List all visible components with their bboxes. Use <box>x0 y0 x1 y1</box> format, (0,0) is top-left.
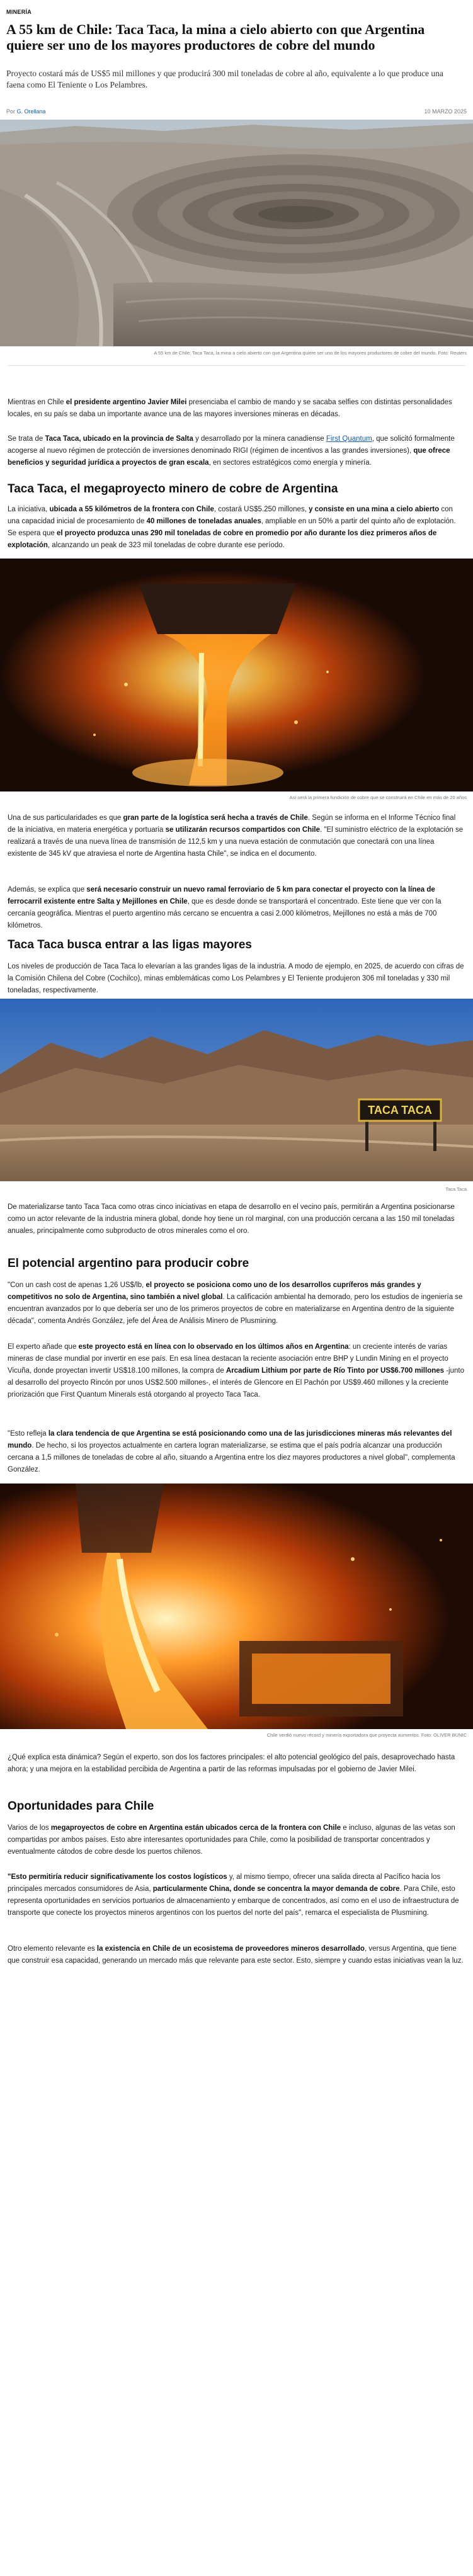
text-run: : un creciente interés de varias mineras de clase mundial por invertir en ese país. En esa línea destacan la reciente asociación entre BHP y Lundin Mining en el proyecto Vicuña, donde proyectan invertir US$18.100 millones, la compra de <box>8 1343 448 1375</box>
paragraph <box>8 1428 464 1476</box>
paragraph <box>8 504 464 552</box>
bold-text: y consiste en una mina a cielo abierto <box>309 506 440 513</box>
text-run: , en sectores estratégicos como energía y minería. <box>208 459 372 467</box>
text-run: El experto añade que <box>8 1343 79 1351</box>
bold-text: gran parte de la logística será hecha a través de Chile <box>123 814 308 822</box>
inline-link[interactable]: First Quantum <box>326 435 372 443</box>
bold-text: el proyecto produzca unas 290 mil toneladas de cobre en promedio por año durante los diez primeros años de explotación <box>8 530 437 549</box>
bold-text: particularmente China, donde se concentra la mayor demanda de cobre <box>152 1885 400 1893</box>
bold-text: Arcadium Lithium por parte de Río Tinto por US$6.700 millones <box>225 1367 445 1375</box>
bold-text: megaproyectos de cobre en Argentina están ubicados cerca de la frontera con Chile <box>50 1824 341 1832</box>
text-run: Los niveles de producción de Taca Taca lo elevarían a las grandes ligas de la industria. A modo de ejemplo, en 2025, de acuerdo con cifras de la Comisión Chilena del Cobre (Cochilco), minas emblemáticas como Los Pelambres y El Teniente produjeron 306 mil toneladas y 330 mil toneladas, respectivamente. <box>8 963 464 994</box>
text-run: . "El suministro eléctrico de la explotación se realizará a través de una nueva línea de transmisión de 112,5 km y una nueva estación de conmutación que conectará con una línea existente de 345 kV que atraviesa el norte de Argentina hasta Chile", se indica en el documento. <box>8 826 464 858</box>
bold-text: el proyecto se posiciona como uno de los desarrollos cupríferos más grandes y competitivos no solo de Argentina, sino también a nivel global <box>8 1281 421 1301</box>
open-pit-mine-illustration <box>0 120 473 346</box>
paragraph-text <box>8 961 464 997</box>
figure-caption: Chile verdió nuevo récord y minería exportadora que proyecta aumentos. Foto: OLIVER BUNIC <box>266 1732 467 1738</box>
text-run: . De hecho, si los proyectos actualmente en cartera logran materializarse, se estima que el país podría alcanzar una producción cercana a 1,5 millones de toneladas de cobre al año, situando a Argentina entre los diez mayores productores a nivel global", complementa González. <box>8 1442 455 1473</box>
section-heading: Oportunidades para Chile <box>8 1800 154 1813</box>
text-run: presenciaba el cambio de mando y se sacaba selfies con distintas personalidades locales, en su país se daba un importante avance una de las mayores inversiones mineras en décadas. <box>8 399 452 418</box>
text-run: , que es desde donde se transportará el concentrado. Este tiene que ver con la cercanía geográfica. Mientras el puerto argentino más cercano se encuentra a casi 2.000 kilómetros, Mejillones no está a más de 700 kilómetros. <box>8 898 442 929</box>
text-run: . Para Chile, esto representa oportunidades en servicios portuarios de almacenamiento y embarque de concentrados, así como en el uso de infraestructura de transporte que conecte los proyectos mineros argentinos con los puertos del norte del país", remarca el especialista de Plusmining. <box>8 1885 459 1917</box>
smelter-image <box>0 559 473 792</box>
text-run: y desarrollado por la minera canadiense <box>193 435 326 443</box>
paragraph-text <box>8 1871 464 1919</box>
bold-text: la existencia en Chile de un ecosistema de proveedores mineros desarrollado <box>96 1945 365 1953</box>
paragraph <box>8 1943 464 1967</box>
article-title: A 55 km de Chile: Taca Taca, la mina a cielo abierto con que Argentina quiere ser uno de los mayores productores de cobre del mundo <box>6 21 425 53</box>
byline <box>6 108 46 115</box>
paragraph <box>8 397 464 421</box>
text-run: Además, se explica que <box>8 886 87 894</box>
bold-text: megaproyecto minero de cobre de Argentina <box>83 482 338 496</box>
bold-text: "Esto permitiría reducir significativamente los costos logísticos <box>8 1873 227 1881</box>
bold-text: que ofrece beneficios y seguridad jurídica a proyectos de gran escala <box>8 447 450 467</box>
paragraph <box>8 1822 464 1858</box>
text-run: Se trata de <box>8 435 45 443</box>
text-run: . La calificación ambiental ha demorado, pero los estudios de ingeniería se encuentran avanzados por lo que debería ser uno de los primeros proyectos de cobre en materializarse en Argentina dentro de la siguiente década", comenta Andrés González, jefe del Área de Análisis Minero de Plusmining. <box>8 1293 463 1325</box>
text-run: Una de sus particularidades es que <box>8 814 123 822</box>
text-run: "Con un cash cost de apenas 1,26 US$/lb, <box>8 1281 146 1289</box>
paragraph-text <box>8 504 464 552</box>
publish-date: 10 MARZO 2025 <box>424 108 467 115</box>
paragraph <box>8 1752 464 1776</box>
text-run: "Esto refleja <box>8 1430 48 1438</box>
section-tag[interactable]: MINERÍA <box>6 9 32 15</box>
text-run: La iniciativa, <box>8 506 50 513</box>
paragraph <box>8 1201 464 1237</box>
author-link[interactable]: G. Orellana <box>16 108 46 115</box>
paragraph-text <box>8 1822 464 1858</box>
divider <box>8 365 465 366</box>
sign-text: TACA TACA <box>368 1104 432 1116</box>
paragraph-text <box>8 812 464 860</box>
bold-text: 40 millones de toneladas anuales <box>146 518 261 525</box>
text-run: De materializarse tanto Taca Taca como otras cinco iniciativas en etapa de desarrollo en el vecino país, permitirán a Argentina posicionarse como un actor relevante de la industria minera global, donde hoy tiene un rol marginal, con una producción cercana a las 150 mil toneladas anuales, principalmente como subproducto de otros minerales como el oro. <box>8 1203 455 1235</box>
bold-text: este proyecto está en línea con lo observado en los últimos años en Argentina <box>78 1343 349 1351</box>
paragraph-text <box>8 397 464 421</box>
text-run: Varios de los <box>8 1824 51 1832</box>
paragraph-text <box>8 1201 464 1237</box>
paragraph-text <box>8 1428 464 1476</box>
paragraph <box>8 433 464 469</box>
molten-copper-illustration <box>0 559 473 792</box>
paragraph <box>8 1871 464 1919</box>
desert-landscape-illustration <box>0 999 473 1181</box>
text-run: Mientras en Chile <box>8 399 66 406</box>
bold-text: el presidente argentino Javier Milei <box>66 399 187 406</box>
bold-text: la clara tendencia de que Argentina se está posicionando como una de las jurisdicciones mineras más relevantes del mundo <box>8 1430 452 1450</box>
molten-copper-image <box>0 1484 473 1729</box>
section-heading: Taca Taca busca entrar a las ligas mayores <box>8 938 252 951</box>
text-run: e incluso, algunas de las vetas son compartidas por ambos países. Esto abre interesantes oportunidades para Chile, como la posibilidad de transportar concentrados y eventualmente cátodos de cobre desde los puertos chilenos. <box>8 1824 455 1856</box>
paragraph-text <box>8 1279 464 1327</box>
article-meta <box>6 108 467 115</box>
paragraph <box>8 961 464 997</box>
text-run: y, al mismo tiempo, ofrecer una salida directa al Pacífico hacia los principales mercados consumidores de Asia, <box>8 1873 441 1893</box>
paragraph-text <box>8 1341 464 1401</box>
paragraph-text <box>8 1752 464 1776</box>
paragraph <box>8 1341 464 1401</box>
section-heading: El potencial argentino para producir cobre <box>8 1257 249 1270</box>
text-run: Taca Taca, el <box>8 482 84 496</box>
paragraph <box>8 884 464 932</box>
paragraph <box>8 1279 464 1327</box>
bold-text: se utilizarán recursos compartidos con Chile <box>165 826 320 834</box>
text-run: ¿Qué explica esta dinámica? Según el experto, son dos los factores principales: el alto potencial geológico del país, desaprovechado hasta ahora; y una mejora en la estabilidad percibida de Argentina a partir de las reformas impulsadas por el gobierno de Javier Milei. <box>8 1754 455 1773</box>
figure-caption: Taca Taca <box>445 1186 467 1192</box>
bold-text: ubicada a 55 kilómetros de la frontera con Chile <box>49 506 214 513</box>
text-run: , que solicitó formalmente acogerse al nuevo régimen de protección de inversiones denominado RIGI (régimen de incentivos a las grandes inversiones), <box>8 435 455 455</box>
bold-text: Taca Taca, ubicado en la provincia de Salta <box>45 435 193 443</box>
text-run: , costará US$5.250 millones, <box>214 506 309 513</box>
byline-prefix: Por <box>6 108 16 115</box>
molten-copper-pour-illustration <box>0 1484 473 1729</box>
hero-image <box>0 120 473 346</box>
paragraph-text <box>8 433 464 469</box>
section-heading <box>8 482 464 496</box>
text-run: , alcanzando un peak de 323 mil toneladas de cobre durante ese período. <box>47 542 285 549</box>
text-run: , ampliable en un 50% a partir del quinto año de explotación. Se espera que <box>8 518 456 537</box>
taca-taca-image <box>0 999 473 1181</box>
text-run: -junto al desarrollo del proyecto Rincón por unos US$2.500 millones-, el interés de Glencore en El Pachón por US$9.460 millones y la creciente priorización que First Quantum Minerals está otorgando al proyecto Taca Taca. <box>8 1367 464 1399</box>
bold-text: será necesario construir un nuevo ramal ferroviario de 5 km para conectar el proyecto con la línea de ferrocarril existente entre Salta y Mejillones en Chile <box>8 886 435 905</box>
article-subtitle: Proyecto costará más de US$5 mil millones y que producirá 300 mil toneladas de cobre al año, equivalente a lo que produce una faena como El Teniente o Los Pelambres. <box>6 69 443 89</box>
paragraph <box>8 812 464 860</box>
text-run: . Según se informa en el Informe Técnico final de la iniciativa, en materia energética y portuaria <box>8 814 456 834</box>
text-run: con una capacidad inicial de procesamiento de <box>8 506 453 525</box>
paragraph-text <box>8 1943 464 1967</box>
paragraph-text <box>8 884 464 932</box>
figure-caption: A 55 km de Chile: Taca Taca, la mina a cielo abierto con que Argentina quiere ser uno de los mayores productores de cobre del mundo. Foto: Reuters <box>154 350 467 356</box>
figure-caption: Así será la primera fundición de cobre que se construirá en Chile en más de 20 años <box>289 795 467 800</box>
text-run: , versus Argentina, que tiene que construir esa capacidad, generando un mercado más que relevante para este sector. Esto, siempre y cuando estas iniciativas vean la luz. <box>8 1945 464 1965</box>
text-run: Otro elemento relevante es <box>8 1945 97 1953</box>
